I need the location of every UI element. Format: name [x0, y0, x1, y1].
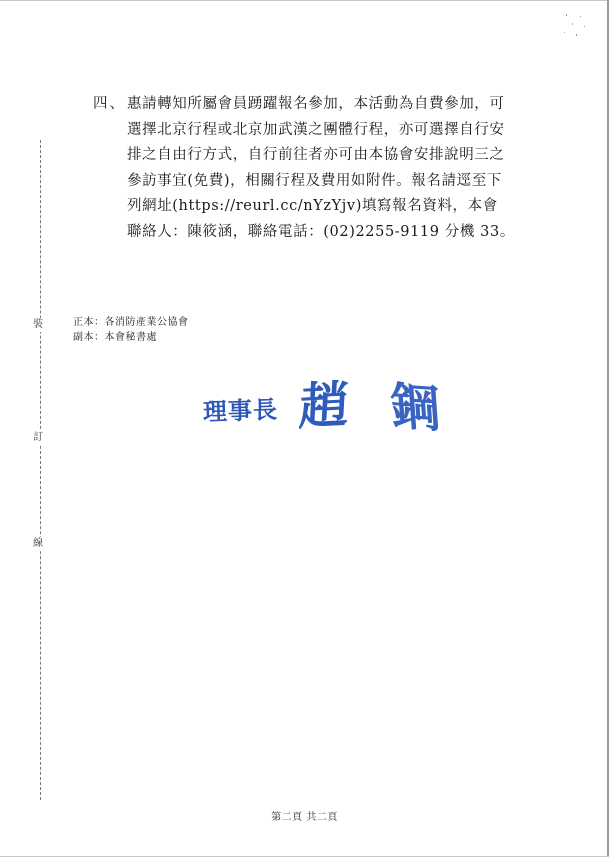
seal-signature-surname: 趙	[297, 374, 351, 437]
binding-margin-line	[40, 140, 41, 800]
binding-char-2: 訂	[33, 432, 43, 443]
original-recipient: 正本：各消防產業公協會	[73, 317, 189, 328]
chairman-seal	[195, 370, 465, 450]
paragraph-line: 參訪事宜(免費)，相關行程及費用如附件。報名請逕至下	[127, 172, 502, 189]
recipients-block	[73, 315, 189, 345]
copy-recipient: 副本：本會秘書處	[73, 332, 157, 343]
paragraph-line-with-url: 列網址(https://reurl.cc/nYzYjv)填寫報名資料，本會	[127, 198, 498, 215]
paragraph-line: 選擇北京行程或北京加武漢之團體行程，亦可選擇自行安	[127, 121, 505, 138]
binding-char-1: 裝	[33, 319, 43, 330]
binding-char-3: 線	[33, 538, 43, 549]
page-border-top	[0, 0, 609, 1]
scan-specks	[560, 12, 590, 40]
paragraph-body	[127, 92, 557, 246]
paragraph-line: 排之自由行方式，自行前往者亦可由本協會安排說明三之	[127, 147, 505, 164]
paragraph-line-contact: 聯絡人：陳筱涵，聯絡電話：(02)2255-9119 分機 33。	[127, 223, 515, 240]
section-number: 四、	[93, 96, 126, 112]
seal-signature-given-name: 鋼	[387, 376, 442, 439]
page-footer: 第二頁 共二頁	[271, 812, 338, 823]
paragraph-line: 惠請轉知所屬會員踴躍報名參加，本活動為自費參加，可	[127, 96, 505, 112]
seal-title-text: 理事長	[202, 394, 279, 427]
